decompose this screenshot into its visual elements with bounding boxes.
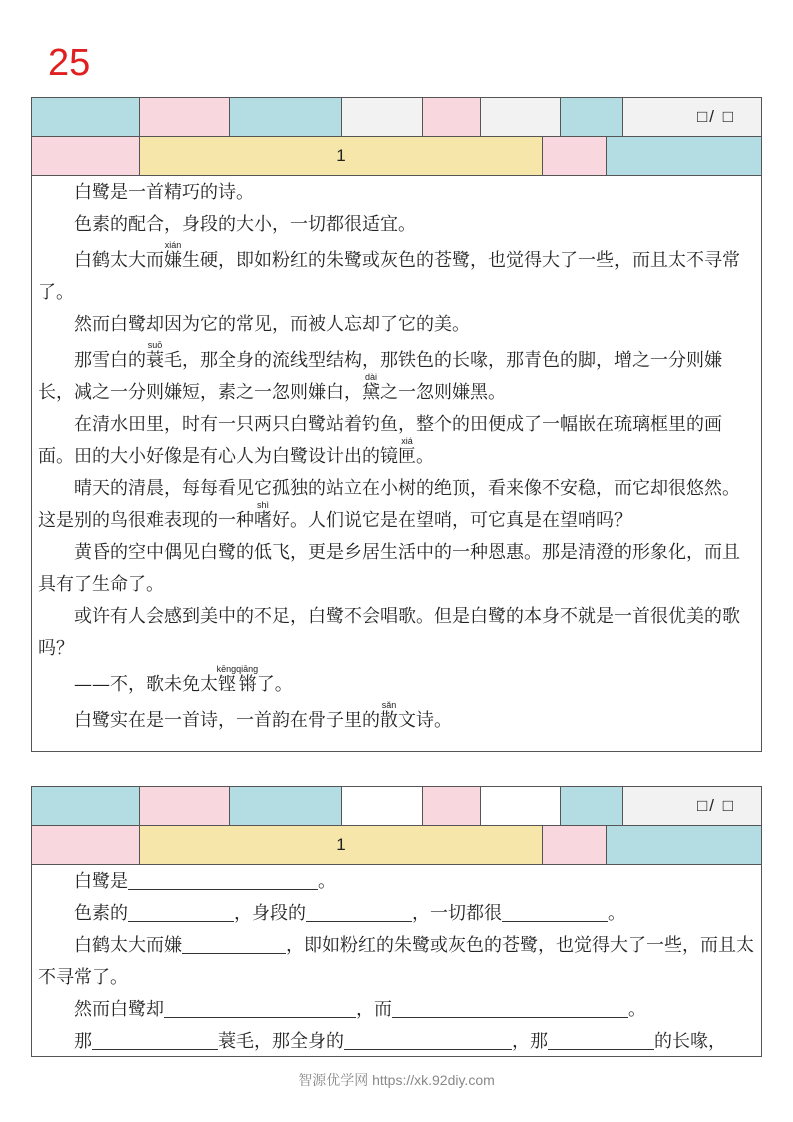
annotated-character (216, 664, 259, 695)
text-run: 的长喙， (654, 1031, 726, 1052)
header-cell (342, 787, 423, 825)
fill-in-blank[interactable] (164, 997, 356, 1018)
header-cell (230, 787, 342, 825)
paragraph (38, 701, 755, 737)
fill-in-blank[interactable] (502, 901, 608, 922)
paragraph (38, 601, 755, 665)
text-run: ，身段的 (234, 903, 306, 924)
header-cell (561, 98, 623, 136)
header-cell (543, 826, 607, 864)
pinyin-annotation: dài (362, 372, 380, 382)
header-cell (32, 98, 140, 136)
pinyin-annotation: xián (164, 240, 182, 250)
fill-in-blank[interactable] (128, 869, 318, 890)
header-row-2 (32, 826, 761, 865)
footer-watermark: 智源优学网 https://xk.92diy.com (298, 1072, 495, 1088)
text-run: ，而 (356, 999, 392, 1020)
header-cell (607, 137, 761, 175)
annotated-char: 嫌 (164, 250, 182, 271)
paragraph (38, 1026, 755, 1058)
annotated-char: 散 (380, 710, 398, 731)
text-run: 好。人们说它是在望哨，可它真是在望哨吗？ (272, 510, 632, 531)
paragraph (38, 409, 755, 473)
header-cell (481, 98, 561, 136)
passage-text (32, 176, 761, 737)
header-cell (561, 787, 623, 825)
fill-in-blank[interactable] (92, 1029, 218, 1050)
annotated-char: 铿锵 (216, 674, 259, 695)
text-run: 在清水田里，时有一只两只白鹭站着钓鱼，整个的田便成了一幅嵌在琉璃框里的画面。田的大小好像是有心人为白鹭设计出的镜 (38, 414, 722, 467)
text-run: 白鹤太大而 (74, 250, 164, 271)
paragraph (38, 537, 755, 601)
header-row-1 (32, 787, 761, 826)
pinyin-annotation: sǎn (380, 700, 398, 710)
text-run: ，一切都很 (412, 903, 502, 924)
fill-in-blank[interactable] (306, 901, 412, 922)
text-run: 黄昏的空中偶见白鹭的低飞，更是乡居生活中的一种恩惠。那是清澄的形象化，而且具有了生命了。 (38, 542, 740, 595)
pinyin-annotation: kēngqiāng (216, 664, 259, 674)
paragraph (38, 898, 755, 930)
text-run: 。 (608, 903, 626, 924)
score-marks: □/ □ (623, 98, 761, 136)
paragraph (38, 209, 755, 241)
text-run: 毛，那全身的流线型结构，那铁色的长喙，那青色的脚，增之一分则嫌长，减之一分则嫌短，素之一忽则嫌白， (38, 350, 722, 403)
paragraph (38, 665, 755, 701)
text-run: 然而白鹭却 (74, 999, 164, 1020)
annotated-char: 嗜 (254, 510, 272, 531)
fill-in-blank[interactable] (392, 997, 628, 1018)
paragraph (38, 309, 755, 341)
paragraph (38, 473, 755, 537)
pinyin-annotation: suō (146, 340, 164, 350)
text-run: 。 (628, 999, 646, 1020)
row-number: 1 (140, 826, 543, 864)
text-run: 文诗。 (398, 710, 452, 731)
text-run: 色素的配合，身段的大小，一切都很适宜。 (74, 214, 416, 235)
lesson-number: 25 (48, 42, 91, 84)
fill-in-blank[interactable] (548, 1029, 654, 1050)
header-cell (543, 137, 607, 175)
annotated-character (362, 372, 380, 403)
annotated-char: 匣 (398, 446, 416, 467)
text-run: 白鹤太大而嫌 (74, 935, 182, 956)
text-run: ，即如粉红的朱鹭或灰色的苍鹭，也觉得大了一些，而且太不寻常了。 (38, 935, 754, 988)
text-run: 蓑毛，那全身的 (218, 1031, 344, 1052)
annotated-character (146, 340, 164, 371)
paragraph (38, 241, 755, 309)
passage-card (31, 97, 762, 752)
text-run: 白鹭是 (74, 871, 128, 892)
text-run: 或许有人会感到美中的不足，白鹭不会唱歌。但是白鹭的本身不就是一首很优美的歌吗？ (38, 606, 740, 659)
header-cell (230, 98, 342, 136)
annotated-character (380, 700, 398, 731)
text-run: 之一忽则嫌黑。 (380, 382, 506, 403)
header-row-1 (32, 98, 761, 137)
paragraph (38, 866, 755, 898)
text-run: 晴天的清晨，每每看见它孤独的站立在小树的绝顶，看来像不安稳，而它却很悠然。这是别的鸟很难表现的一种 (38, 478, 740, 531)
header-cell (32, 137, 140, 175)
header-cell (32, 826, 140, 864)
header-cell (423, 98, 481, 136)
pinyin-annotation: shì (254, 500, 272, 510)
annotated-char: 黛 (362, 382, 380, 403)
annotated-character (398, 436, 416, 467)
header-cell (140, 787, 230, 825)
annotated-character (254, 500, 272, 531)
paragraph (38, 341, 755, 409)
text-run: 生硬，即如粉红的朱鹭或灰色的苍鹭，也觉得大了一些，而且太不寻常了。 (38, 250, 740, 303)
text-run: ——不，歌未免太 (74, 674, 218, 695)
annotated-char: 蓑 (146, 350, 164, 371)
text-run: 那雪白的 (74, 350, 146, 371)
header-row-2 (32, 137, 761, 176)
text-run: 色素的 (74, 903, 128, 924)
header-cell (342, 98, 423, 136)
exercise-text (32, 865, 761, 1058)
paragraph (38, 177, 755, 209)
text-run: 白鹭是一首精巧的诗。 (74, 182, 254, 203)
header-cell (32, 787, 140, 825)
score-marks: □/ □ (623, 787, 761, 825)
header-cell (140, 98, 230, 136)
annotated-character (164, 240, 182, 271)
text-run: 了。 (256, 674, 293, 695)
header-cell (607, 826, 761, 864)
text-run: ，那 (512, 1031, 548, 1052)
fill-in-blank[interactable] (344, 1029, 512, 1050)
fill-in-blank[interactable] (182, 933, 286, 954)
paragraph (38, 994, 755, 1026)
exercise-card (31, 786, 762, 1057)
fill-in-blank[interactable] (128, 901, 234, 922)
paragraph (38, 930, 755, 994)
header-cell (481, 787, 561, 825)
text-run: 。 (318, 871, 336, 892)
row-number: 1 (140, 137, 543, 175)
header-cell (423, 787, 481, 825)
text-run: 白鹭实在是一首诗，一首韵在骨子里的 (74, 710, 380, 731)
text-run: 然而白鹭却因为它的常见，而被人忘却了它的美。 (74, 314, 470, 335)
text-run: 那 (74, 1031, 92, 1052)
text-run: 。 (416, 446, 434, 467)
pinyin-annotation: xiá (398, 436, 416, 446)
